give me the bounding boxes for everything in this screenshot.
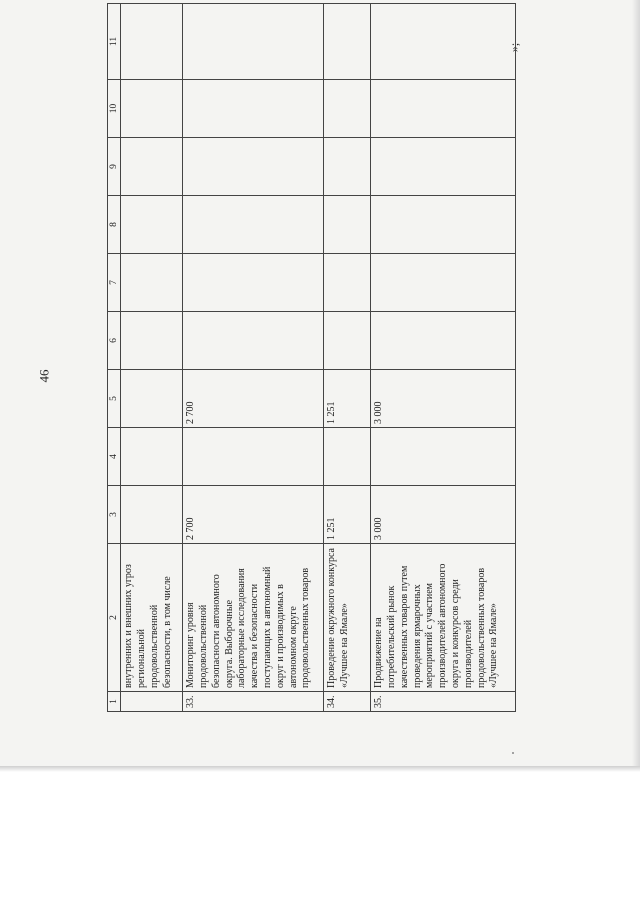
closing-quote-mark: »; xyxy=(507,42,522,53)
cell-c8 xyxy=(324,196,371,254)
scan-bottom-edge xyxy=(0,766,640,772)
header-cell: 9 xyxy=(108,138,121,196)
cell-c3: 2 700 xyxy=(183,486,324,544)
cell-c7 xyxy=(183,254,324,312)
header-cell: 4 xyxy=(108,428,121,486)
header-cell: 3 xyxy=(108,486,121,544)
row-description: Продвижение на потребительский рынок качественных товаров путем проведения ярмарочных мероприятий с участием производителей автономного округа и конкурсов среди производителей продовольственных товаров «Лучшее на Ямале» xyxy=(371,544,516,692)
cell-c3 xyxy=(121,486,183,544)
row-number: 33. xyxy=(183,692,324,712)
row-description: Мониторинг уровня продовольственной безопасности автономного округа. Выборочные лабораторные исследования качества и безопасности поступающих в автономный округ и производимых в автономном округе продовольственных товаров xyxy=(183,544,324,692)
cell-c11 xyxy=(324,4,371,80)
cell-c10 xyxy=(183,80,324,138)
table-row xyxy=(183,4,324,712)
cell-c6 xyxy=(121,312,183,370)
table-row xyxy=(371,4,516,712)
row-number: 35. xyxy=(371,692,516,712)
row-number: 34. xyxy=(324,692,371,712)
cell-c3: 1 251 xyxy=(324,486,371,544)
cell-c5: 2 700 xyxy=(183,370,324,428)
header-cell: 11 xyxy=(108,4,121,80)
cell-c10 xyxy=(371,80,516,138)
table-row xyxy=(324,4,371,712)
cell-c10 xyxy=(121,80,183,138)
row-description: внутренних и внешних угроз региональной продовольственной безопасности, в том числе xyxy=(121,544,183,692)
header-cell: 10 xyxy=(108,80,121,138)
cell-c11 xyxy=(121,4,183,80)
cell-c7 xyxy=(371,254,516,312)
cell-c6 xyxy=(371,312,516,370)
cell-c9 xyxy=(324,138,371,196)
cell-c4 xyxy=(324,428,371,486)
cell-c7 xyxy=(324,254,371,312)
table-header-row xyxy=(108,4,121,712)
header-cell: 8 xyxy=(108,196,121,254)
rotated-table xyxy=(107,4,509,712)
row-number xyxy=(121,692,183,712)
header-cell: 7 xyxy=(108,254,121,312)
header-cell: 6 xyxy=(108,312,121,370)
cell-c9 xyxy=(183,138,324,196)
cell-c4 xyxy=(371,428,516,486)
table-row xyxy=(121,4,183,712)
header-cell: 5 xyxy=(108,370,121,428)
cell-c3: 3 000 xyxy=(371,486,516,544)
cell-c6 xyxy=(183,312,324,370)
cell-c6 xyxy=(324,312,371,370)
budget-table xyxy=(107,3,516,712)
cell-c7 xyxy=(121,254,183,312)
cell-c9 xyxy=(371,138,516,196)
cell-c5 xyxy=(121,370,183,428)
cell-c11 xyxy=(183,4,324,80)
cell-c8 xyxy=(121,196,183,254)
cell-c4 xyxy=(121,428,183,486)
row-description: Проведение окружного конкурса «Лучшее на Ямале» xyxy=(324,544,371,692)
header-cell: 2 xyxy=(108,544,121,692)
cell-c5: 3 000 xyxy=(371,370,516,428)
cell-c9 xyxy=(121,138,183,196)
cell-c5: 1 251 xyxy=(324,370,371,428)
page-number: 46 xyxy=(36,369,52,383)
cell-c10 xyxy=(324,80,371,138)
cell-c11 xyxy=(371,4,516,80)
page-edge-shadow xyxy=(632,0,640,770)
scan-speck xyxy=(512,752,514,754)
header-cell: 1 xyxy=(108,692,121,712)
cell-c8 xyxy=(183,196,324,254)
cell-c4 xyxy=(183,428,324,486)
cell-c8 xyxy=(371,196,516,254)
